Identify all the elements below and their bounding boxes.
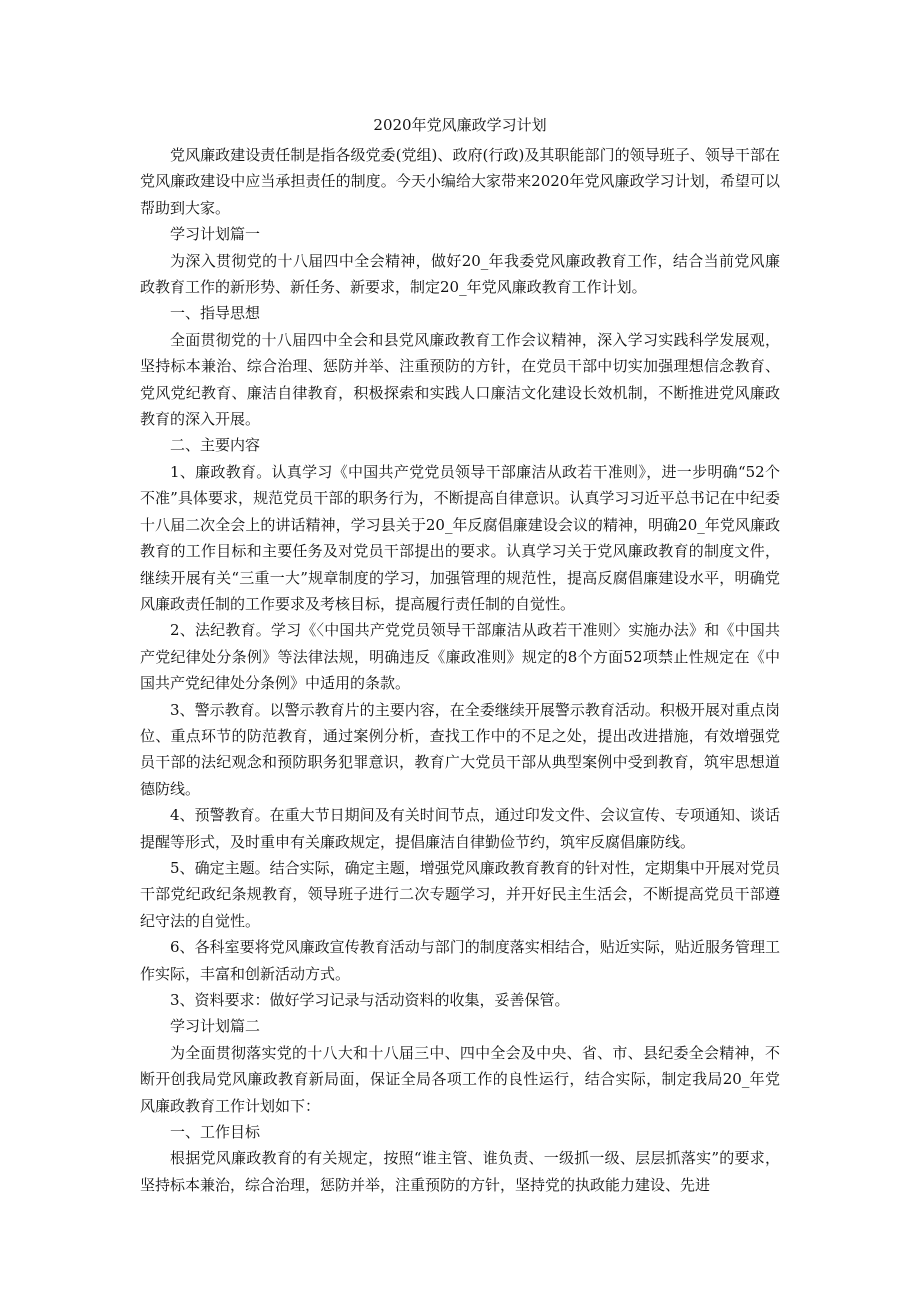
document-title: 2020年党风廉政学习计划 (373, 116, 547, 134)
paragraph: 4、预警教育。在重大节日期间及有关时间节点，通过印发文件、会议宣传、专项通知、谈话提醒等形式，及时重申有关廉政规定，提倡廉洁自律勤俭节约，筑牢反腐倡廉防线。 (140, 806, 780, 851)
document-page (140, 112, 780, 1198)
paragraph: 3、资料要求：做好学习记录与活动资料的收集，妥善保管。 (170, 991, 570, 1009)
section-heading-plan-two: 学习计划篇二 (170, 1017, 261, 1036)
paragraph: 3、警示教育。以警示教育片的主要内容，在全委继续开展警示教育活动。积极开展对重点岗位、重点环节的防范教育，通过案例分析，查找工作中的不足之处，提出改进措施，有效增强党员干部的法纪观念和预防职务犯罪意识，教育广大党员干部从典型案例中受到教育，筑牢思想道德防线。 (140, 700, 780, 798)
paragraph: 根据党风廉政教育的有关规定，按照“谁主管、谁负责、一级抓一级、层层抓落实”的要求，坚持标本兼治，综合治理，惩防并举，注重预防的方针，坚持党的执政能力建设、先进 (140, 1149, 780, 1194)
paragraph: 为全面贯彻落实党的十八大和十八届三中、四中全会及中央、省、市、县纪委全会精神，不断开创我局党风廉政教育新局面，保证全局各项工作的良性运行，结合实际，制定我局20_年党风廉政教育工作计划如下： (140, 1043, 780, 1115)
paragraph: 1、廉政教育。认真学习《中国共产党党员领导干部廉洁从政若干准则》，进一步明确“52个不准”具体要求，规范党员干部的职务行为，不断提高自律意识。认真学习习近平总书记在中纪委十八届二次全会上的讲话精神，学习县关于20_年反腐倡廉建设会议的精神，明确20_年党风廉政教育的工作目标和主要任务及对党员干部提出的要求。认真学习关于党风廉政教育的制度文件，继续开展有关“三重一大”规章制度的学习，加强管理的规范性，提高反腐倡廉建设水平，明确党风廉政责任制的工作要求及考核目标，提高履行责任制的自觉性。 (140, 462, 780, 613)
intro-paragraph: 党风廉政建设责任制是指各级党委(党组)、政府(行政)及其职能部门的领导班子、领导干部在党风廉政建设中应当承担责任的制度。今天小编给大家带来2020年党风廉政学习计划，希望可以帮助到大家。 (140, 146, 780, 217)
paragraph: 5、确定主题。结合实际，确定主题，增强党风廉政教育教育的针对性，定期集中开展对党员干部党纪政纪条规教育，领导班子进行二次专题学习，并开好民主生活会，不断提高党员干部遵纪守法的自觉性。 (140, 858, 780, 930)
paragraph: 全面贯彻党的十八届四中全会和县党风廉政教育工作会议精神，深入学习实践科学发展观，坚持标本兼治、综合治理、惩防并举、注重预防的方针，在党员干部中切实加强理想信念教育、党风党纪教育、廉洁自律教育，积极探索和实践人口廉洁文化建设长效机制，不断推进党风廉政教育的深入开展。 (140, 330, 780, 429)
section-heading-main-content: 二、主要内容 (170, 436, 261, 455)
paragraph: 为深入贯彻党的十八届四中全会精神，做好20_年我委党风廉政教育工作，结合当前党风廉政教育工作的新形势、新任务、新要求，制定20_年党风廉政教育工作计划。 (140, 251, 780, 297)
section-heading-work-goal: 一、工作目标 (170, 1123, 261, 1142)
section-heading-guiding-thought: 一、指导思想 (170, 304, 261, 323)
section-heading-plan-one: 学习计划篇一 (170, 225, 261, 244)
paragraph: 6、各科室要将党风廉政宣传教育活动与部门的制度落实相结合，贴近实际，贴近服务管理工作实际，丰富和创新活动方式。 (140, 938, 780, 983)
paragraph: 2、法纪教育。学习《〈中国共产党党员领导干部廉洁从政若干准则〉实施办法》和《中国共产党纪律处分条例》等法律法规，明确违反《廉政准则》规定的8个方面52项禁止性规定在《中国共产党纪律处分条例》中适用的条款。 (140, 621, 780, 693)
